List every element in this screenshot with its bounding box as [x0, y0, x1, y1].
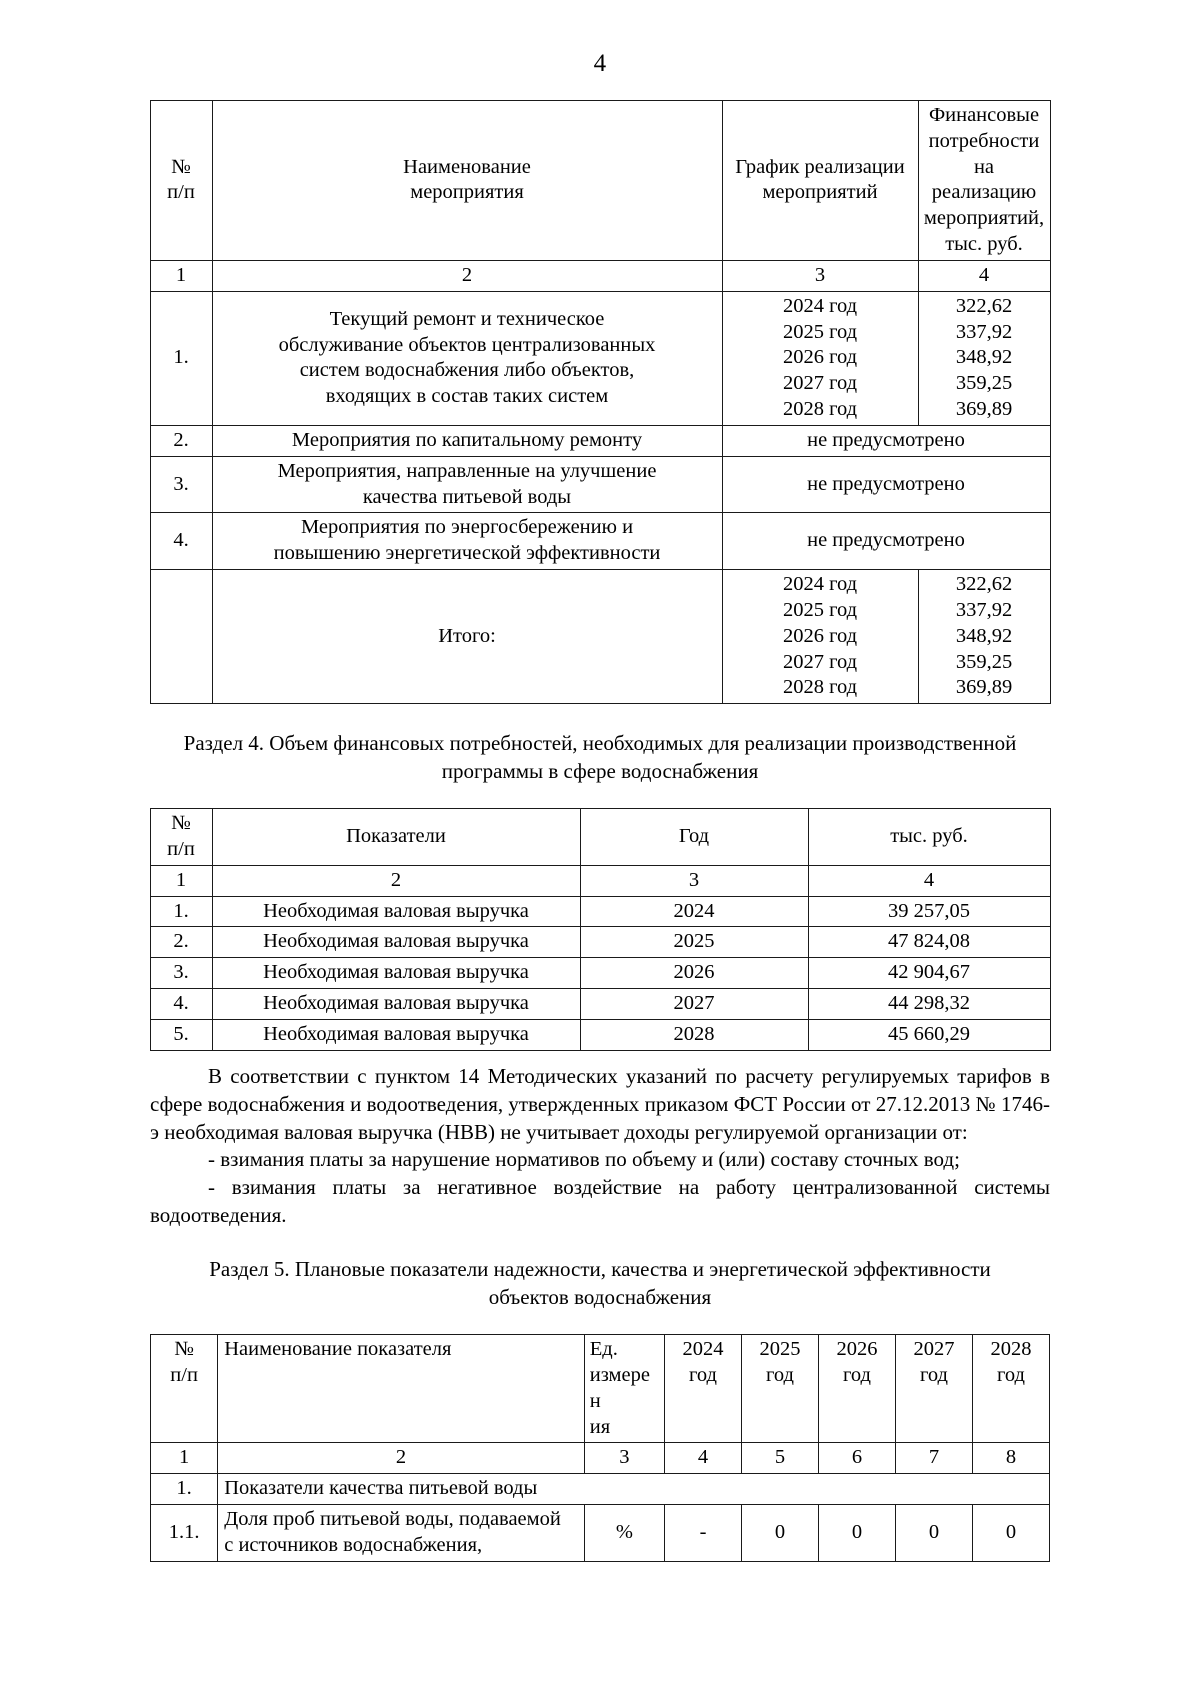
header-year-suffix: год [765, 1363, 794, 1386]
financial-value: 359,25 [955, 650, 1013, 673]
table-group-row [151, 1474, 1050, 1505]
planned-indicators-table [150, 1334, 1050, 1562]
financial-values [918, 291, 1050, 425]
indicator-name: Необходимая валовая выручка [212, 927, 580, 958]
table-row [150, 1019, 1050, 1050]
not-provided-text: не предусмотрено [722, 513, 1050, 570]
colnum-4: 4 [918, 260, 1050, 291]
colnum-1: 1 [150, 865, 212, 896]
schedule-year: 2028 год [782, 676, 858, 699]
row-number: 1.1. [151, 1505, 218, 1562]
table-row [150, 958, 1050, 989]
year-value: 2026 [580, 958, 808, 989]
colnum-2: 2 [218, 1443, 585, 1474]
header-cell-np [151, 1335, 218, 1443]
measure-name [212, 456, 722, 513]
header-np-line1: № [174, 1338, 194, 1361]
header-year-suffix: год [919, 1363, 948, 1386]
header-fin-line3: реализацию [931, 181, 1037, 204]
table-row [150, 513, 1050, 570]
table-row [151, 1505, 1050, 1562]
year-value: 2027 [580, 989, 808, 1020]
schedule-year: 2025 год [782, 320, 858, 343]
table-row [150, 896, 1050, 927]
header-year-suffix: год [688, 1363, 717, 1386]
section-5-heading [150, 1256, 1050, 1312]
header-year-value: 2025 [759, 1338, 801, 1361]
financial-value: 369,89 [955, 398, 1013, 421]
table-colnumber-row [150, 865, 1050, 896]
colnum-3: 3 [584, 1443, 664, 1474]
group-title: Показатели качества питьевой воды [218, 1474, 1050, 1505]
value-2026: 0 [818, 1505, 895, 1562]
colnum-6: 6 [818, 1443, 895, 1474]
table-row [150, 927, 1050, 958]
schedule-year: 2027 год [782, 650, 858, 673]
section-4-heading-line2: программы в сфере водоснабжения [441, 759, 759, 784]
table-row [150, 425, 1050, 456]
measure-name [212, 513, 722, 570]
table-colnumber-row [150, 260, 1050, 291]
financial-value: 337,92 [955, 598, 1013, 621]
indicator-name: Необходимая валовая выручка [212, 989, 580, 1020]
colnum-3: 3 [580, 865, 808, 896]
schedule-years [722, 291, 918, 425]
sum-value: 42 904,67 [808, 958, 1050, 989]
header-cell-year-2026 [818, 1335, 895, 1443]
header-cell-year-2024 [665, 1335, 742, 1443]
financial-value: 369,89 [955, 676, 1013, 699]
row-number: 1. [150, 291, 212, 425]
measure-name-line: качества питьевой воды [362, 485, 572, 508]
header-cell-name [212, 101, 722, 261]
schedule-year: 2024 год [782, 294, 858, 317]
table-row [150, 291, 1050, 425]
total-label: Итого: [212, 570, 722, 704]
header-cell-schedule [722, 101, 918, 261]
total-row-number [150, 570, 212, 704]
header-schedule-line1: График реализации [735, 155, 905, 178]
value-2025: 0 [741, 1505, 818, 1562]
header-cell-sum: тыс. руб. [808, 809, 1050, 866]
header-cell-np [150, 101, 212, 261]
row-number: 2. [150, 425, 212, 456]
header-np-line2: п/п [167, 837, 195, 860]
table-header-row [151, 1335, 1050, 1443]
header-np-line1: № [171, 155, 191, 178]
paragraph-nvv-explanation: В соответствии с пунктом 14 Методических указаний по расчету регулируемых тарифов в сфере водоснабжения и водоотведения, утвержденных приказом ФСТ России от 27.12.2013 № 1746-э необходимая валовая выручка (НВВ) не учитывает доходы регулируемой организации от: [150, 1063, 1050, 1144]
measure-name-line: Текущий ремонт и техническое [329, 307, 605, 330]
table-row [150, 456, 1050, 513]
measure-name-line: Мероприятия по энергосбережению и [300, 516, 634, 539]
header-year-suffix: год [996, 1363, 1025, 1386]
indicator-name-line: Доля проб питьевой воды, подаваемой [224, 1508, 561, 1531]
header-fin-line4: мероприятий, [923, 207, 1045, 230]
financial-value: 322,62 [955, 294, 1013, 317]
row-number: 2. [150, 927, 212, 958]
header-year-value: 2028 [990, 1338, 1032, 1361]
colnum-5: 5 [741, 1443, 818, 1474]
measures-financing-table [150, 100, 1051, 704]
header-fin-line1: Финансовые [928, 104, 1040, 126]
header-fin-line2: потребности на [928, 129, 1040, 178]
not-provided-text: не предусмотрено [722, 456, 1050, 513]
header-cell-year-2028 [972, 1335, 1049, 1443]
colnum-1: 1 [151, 1443, 218, 1474]
schedule-year: 2026 год [782, 346, 858, 369]
measure-name-line: входящих в состав таких систем [325, 385, 609, 408]
value-2024: - [665, 1505, 742, 1562]
row-number: 1. [150, 896, 212, 927]
row-number: 3. [150, 958, 212, 989]
header-year-value: 2024 [682, 1338, 724, 1361]
year-value: 2024 [580, 896, 808, 927]
table-header-row [150, 809, 1050, 866]
measure-name-line: обслуживание объектов централизованных [278, 333, 656, 356]
schedule-year: 2025 год [782, 598, 858, 621]
page-number: 4 [593, 50, 607, 77]
row-number: 4. [150, 513, 212, 570]
colnum-4: 4 [665, 1443, 742, 1474]
indicator-name: Необходимая валовая выручка [212, 958, 580, 989]
indicator-name [218, 1505, 585, 1562]
section-4-heading [150, 730, 1050, 786]
table-colnumber-row [151, 1443, 1050, 1474]
colnum-1: 1 [150, 260, 212, 291]
sum-value: 47 824,08 [808, 927, 1050, 958]
financial-value: 348,92 [955, 624, 1013, 647]
header-cell-np [150, 809, 212, 866]
unit-value: % [584, 1505, 664, 1562]
financial-value: 337,92 [955, 320, 1013, 343]
year-value: 2025 [580, 927, 808, 958]
section-5-heading-line1: Раздел 5. Плановые показатели надежности, качества и энергетической эффективности [209, 1257, 991, 1282]
financial-value: 359,25 [955, 372, 1013, 395]
header-np-line2: п/п [167, 181, 195, 204]
table-row [150, 989, 1050, 1020]
header-cell-indicator: Показатели [212, 809, 580, 866]
indicator-name: Необходимая валовая выручка [212, 1019, 580, 1050]
sum-value: 45 660,29 [808, 1019, 1050, 1050]
header-year-suffix: год [842, 1363, 871, 1386]
header-year-value: 2027 [913, 1338, 955, 1361]
colnum-2: 2 [212, 260, 722, 291]
measure-name [212, 291, 722, 425]
table-header-row [150, 101, 1050, 261]
header-schedule-line2: мероприятий [762, 181, 878, 204]
header-fin-line5: тыс. руб. [945, 233, 1023, 256]
section-5-heading-line2: объектов водоснабжения [488, 1285, 712, 1310]
colnum-4: 4 [808, 865, 1050, 896]
paragraph-dash-item-1: - взимания платы за нарушение нормативов по объему и (или) составу сточных вод; [208, 1147, 960, 1172]
year-value: 2028 [580, 1019, 808, 1050]
indicator-name: Необходимая валовая выручка [212, 896, 580, 927]
header-cell-year-2025 [741, 1335, 818, 1443]
header-cell-financial-needs [918, 101, 1050, 261]
financial-value: 322,62 [955, 573, 1013, 596]
colnum-8: 8 [972, 1443, 1049, 1474]
header-name-line1: Наименование [403, 155, 531, 178]
gross-revenue-table [150, 808, 1051, 1051]
sum-value: 39 257,05 [808, 896, 1050, 927]
header-unit-line2: измерен [589, 1363, 650, 1412]
header-cell-year: Год [580, 809, 808, 866]
header-cell-indicator-name: Наименование показателя [218, 1335, 585, 1443]
paragraph-dash-item-2: - взимания платы за негативное воздействие на работу централизованной системы водоотведения. [150, 1175, 1050, 1228]
measure-name-line: повышению энергетической эффективности [273, 542, 661, 565]
header-name-line2: мероприятия [410, 181, 524, 204]
value-2027: 0 [895, 1505, 972, 1562]
sum-value: 44 298,32 [808, 989, 1050, 1020]
colnum-3: 3 [722, 260, 918, 291]
header-year-value: 2026 [836, 1338, 878, 1361]
row-number: 4. [150, 989, 212, 1020]
schedule-year: 2027 год [782, 372, 858, 395]
header-unit-line3: ия [589, 1415, 611, 1438]
header-cell-year-2027 [895, 1335, 972, 1443]
row-number: 1. [151, 1474, 218, 1505]
header-cell-unit [584, 1335, 664, 1443]
schedule-year: 2028 год [782, 398, 858, 421]
colnum-7: 7 [895, 1443, 972, 1474]
total-financial-values [918, 570, 1050, 704]
colnum-2: 2 [212, 865, 580, 896]
section-4-heading-line1: Раздел 4. Объем финансовых потребностей, необходимых для реализации производственной [183, 731, 1017, 756]
indicator-name-line: с источников водоснабжения, [224, 1533, 483, 1556]
row-number: 3. [150, 456, 212, 513]
schedule-year: 2026 год [782, 624, 858, 647]
schedule-year: 2024 год [782, 573, 858, 596]
header-np-line2: п/п [170, 1363, 198, 1386]
value-2028: 0 [972, 1505, 1049, 1562]
header-unit-line1: Ед. [589, 1338, 618, 1361]
measure-name-line: Мероприятия, направленные на улучшение [277, 459, 657, 482]
header-np-line1: № [171, 812, 191, 835]
row-number: 5. [150, 1019, 212, 1050]
total-schedule-years [722, 570, 918, 704]
not-provided-text: не предусмотрено [722, 425, 1050, 456]
table-total-row [150, 570, 1050, 704]
measure-name-line: систем водоснабжения либо объектов, [299, 359, 635, 382]
measure-name: Мероприятия по капитальному ремонту [212, 425, 722, 456]
financial-value: 348,92 [955, 346, 1013, 369]
